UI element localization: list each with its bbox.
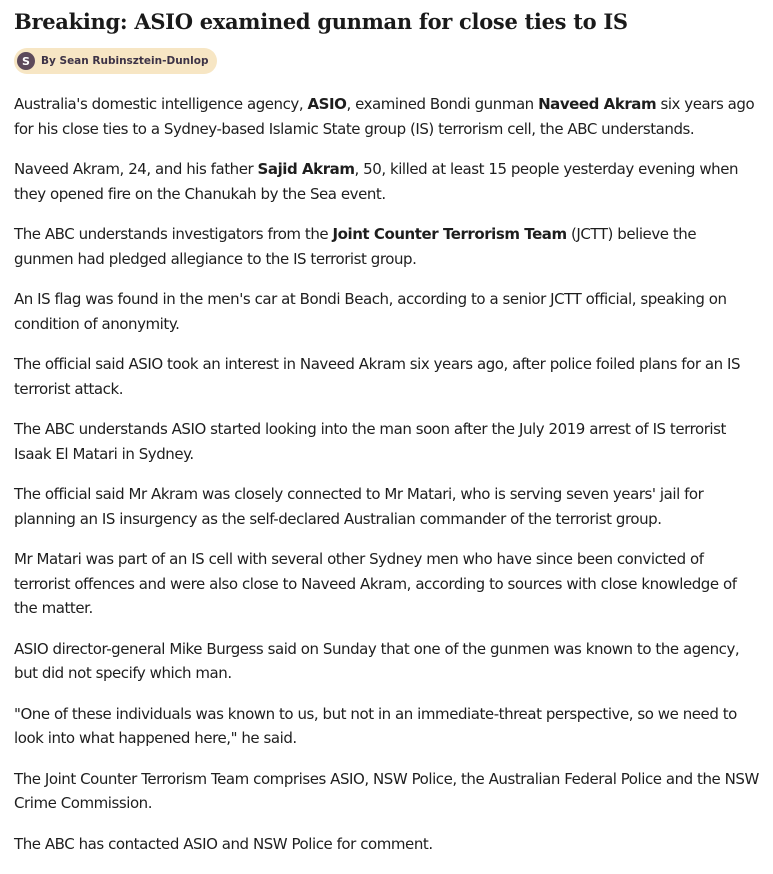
bold-text: Joint Counter Terrorism Team bbox=[332, 225, 567, 243]
text-run: The Joint Counter Terrorism Team comprises ASIO, NSW Police, the Australian Federal Police and the NSW Crime Commission. bbox=[14, 769, 759, 812]
author-avatar: S bbox=[17, 52, 35, 70]
article-body bbox=[14, 92, 759, 856]
text-run: "One of these individuals was known to us, but not in an immediate-threat perspective, so we need to look into what happened here," he said. bbox=[14, 704, 737, 747]
text-run: , examined Bondi gunman bbox=[346, 95, 539, 113]
paragraph bbox=[14, 547, 759, 621]
text-run: Naveed Akram, 24, and his father bbox=[14, 160, 258, 178]
author-name[interactable]: By Sean Rubinsztein-Dunlop bbox=[41, 55, 209, 67]
paragraph bbox=[14, 222, 759, 271]
paragraph bbox=[14, 832, 759, 857]
paragraph bbox=[14, 352, 759, 401]
paragraph bbox=[14, 92, 759, 141]
text-run: six years ago for his close ties to a Sydney-based Islamic State group (IS) terrorism cell, the ABC understands. bbox=[14, 95, 755, 138]
paragraph bbox=[14, 637, 759, 686]
bold-text: ASIO bbox=[307, 95, 347, 113]
text-run: The ABC understands investigators from the bbox=[14, 225, 333, 243]
paragraph bbox=[14, 482, 759, 531]
bold-text: Naveed Akram bbox=[538, 95, 657, 113]
text-run: (JCTT) believe the gunmen had pledged allegiance to the IS terrorist group. bbox=[14, 225, 697, 268]
paragraph bbox=[14, 287, 759, 336]
text-run: The ABC understands ASIO started looking into the man soon after the July 2019 arrest of IS terrorist Isaak El Matari in Sydney. bbox=[14, 420, 726, 463]
paragraph bbox=[14, 702, 759, 751]
headline: Breaking: ASIO examined gunman for close ties to IS bbox=[14, 9, 628, 34]
text-run: The official said Mr Akram was closely connected to Mr Matari, who is serving seven years' jail for planning an IS insurgency as the self-declared Australian commander of the terrorist group. bbox=[14, 485, 704, 528]
text-run: ASIO director-general Mike Burgess said on Sunday that one of the gunmen was known to the agency, but did not specify which man. bbox=[14, 639, 740, 682]
text-run: The ABC has contacted ASIO and NSW Police for comment. bbox=[14, 834, 433, 853]
byline[interactable] bbox=[14, 48, 217, 74]
text-run: The official said ASIO took an interest in Naveed Akram six years ago, after police foiled plans for an IS terrorist attack. bbox=[14, 355, 741, 398]
paragraph bbox=[14, 417, 759, 466]
text-run: , 50, killed at least 15 people yesterday evening when they opened fire on the Chanukah by the Sea event. bbox=[14, 160, 739, 203]
bold-text: Sajid Akram bbox=[257, 160, 355, 178]
paragraph bbox=[14, 767, 759, 816]
paragraph bbox=[14, 157, 759, 206]
text-run: Mr Matari was part of an IS cell with several other Sydney men who have since been convicted of terrorist offences and were also close to Naveed Akram, according to sources with close knowledge of the matter. bbox=[14, 550, 737, 617]
text-run: Australia's domestic intelligence agency, bbox=[14, 95, 308, 113]
text-run: An IS flag was found in the men's car at Bondi Beach, according to a senior JCTT official, speaking on condition of anonymity. bbox=[14, 290, 727, 333]
